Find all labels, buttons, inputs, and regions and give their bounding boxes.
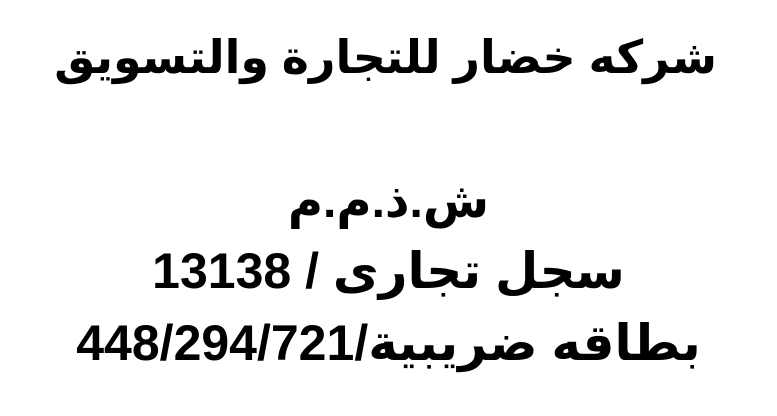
commercial-register: سجل تجارى / 13138 xyxy=(152,243,625,299)
tax-card: بطاقه ضريبية/448/294/721 xyxy=(76,315,701,371)
company-legal-type: ش.ذ.م.م xyxy=(287,175,490,228)
company-name: شركه خضار للتجارة والتسويق xyxy=(54,31,717,83)
